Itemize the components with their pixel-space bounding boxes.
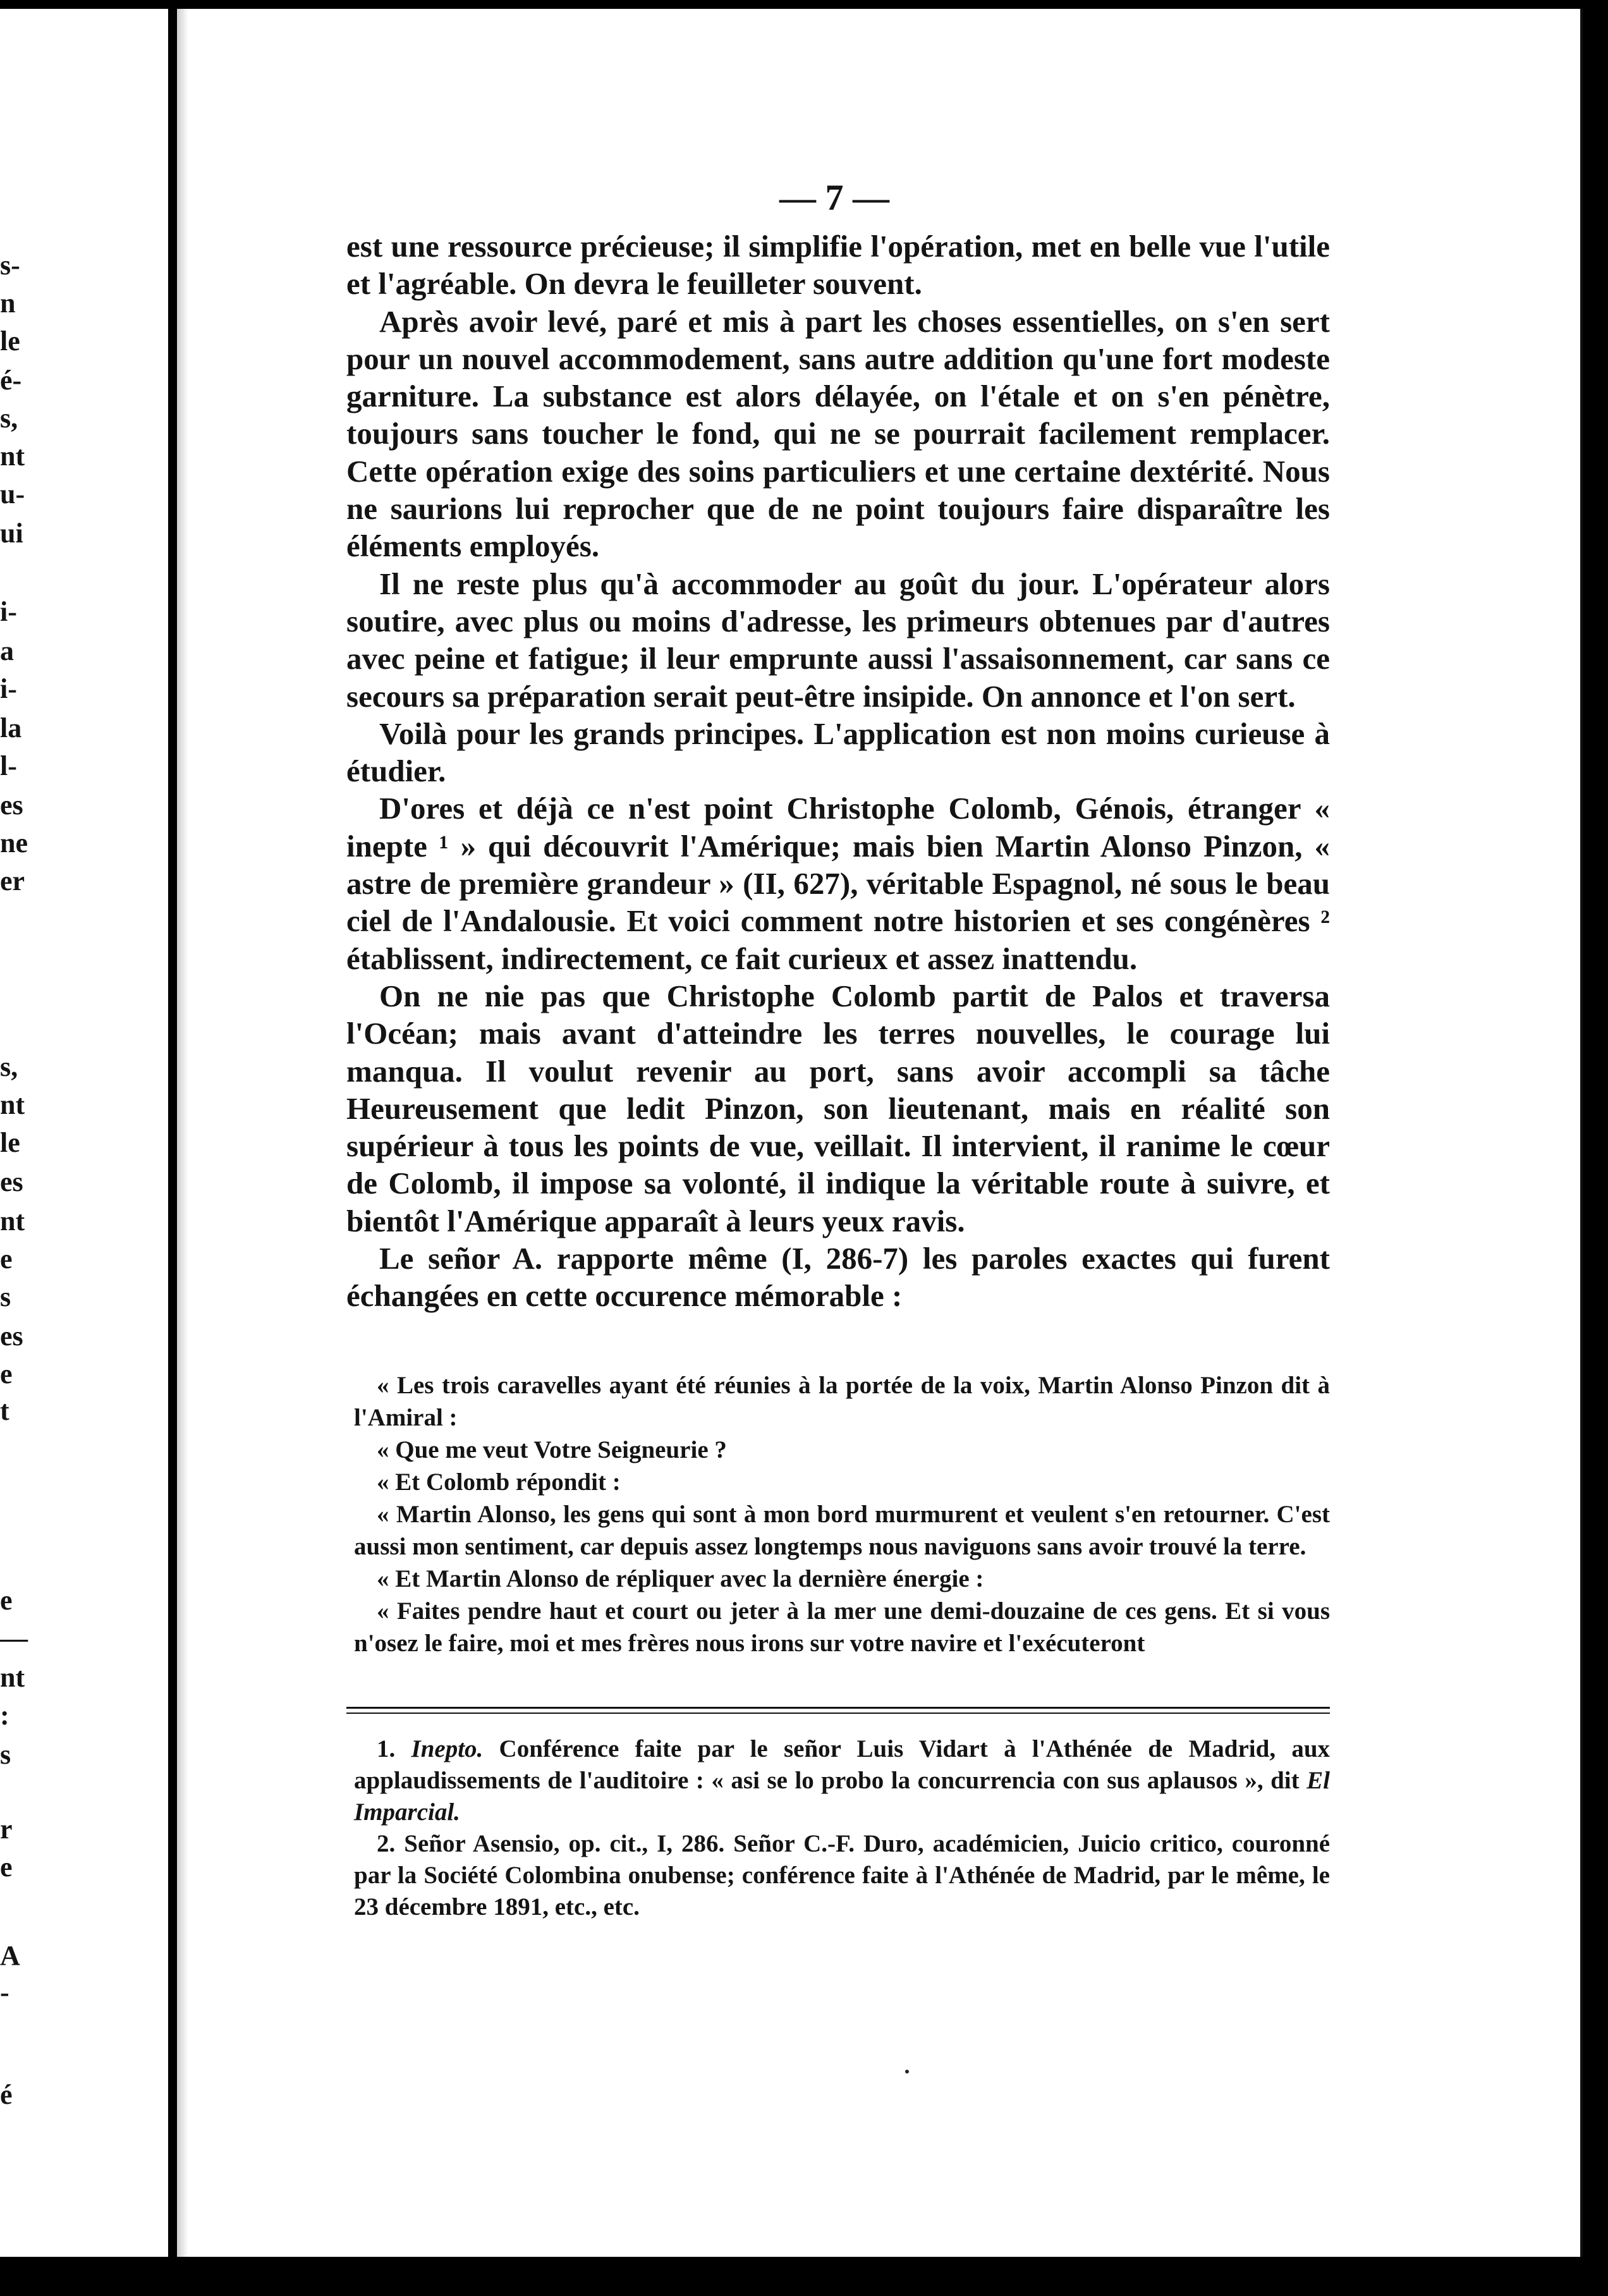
previous-page-fragment: - [0,1977,9,2008]
previous-page-fragment: es [0,1321,23,1352]
previous-page-fragment: e [0,1243,13,1274]
previous-page-fragment: ui [0,518,23,549]
previous-page-fragment: e [0,1585,13,1616]
previous-page-sliver [0,9,169,2257]
previous-page-fragment: i- [0,596,17,627]
page-number: — 7 — [779,177,889,218]
body-paragraph: On ne nie pas que Christophe Colomb partit de Palos et traversa l'Océan; mais avant d'atteindre les terres nouvelles, le courage lui manqua. Il voulut revenir au port, sans avoir accompli sa tâche Heureusement que ledit Pinzon, son lieutenant, mais en réalité son supérieur à tous les points de vue, veillait. Il intervient, il ranime le cœur de Colomb, il impose sa volonté, il indique la véritable route à suivre, et bientôt l'Amérique apparaît à leurs yeux ravis. [346,978,1330,1238]
previous-page-fragment: e [0,1359,13,1389]
previous-page-fragment: er [0,865,25,896]
previous-page-fragment: le [0,326,20,357]
body-paragraph: Voilà pour les grands principes. L'application est non moins curieuse à étudier. [346,716,1330,789]
footnote-1-text: Conférence faite par le señor Luis Vidart à l'Athénée de Madrid, aux applaudissements de l'auditoire : « asi se lo probo la concurrencia con sus aplausos », dit [354,1735,1331,1794]
quote-paragraph: « Martin Alonso, les gens qui sont à mon bord murmurent et veulent s'en retourner. C'est aussi mon sentiment, car depuis assez longtemps nous naviguons sans avoir trouvé la terre. [354,1501,1330,1560]
previous-page-fragment: s- [0,250,20,281]
previous-page-fragment: s [0,1281,11,1312]
footnotes [354,1733,1330,1923]
previous-page-fragments [0,247,28,2269]
footnote-1-italic-lead: Inepto. [411,1735,484,1762]
scan-speck [905,2070,909,2073]
previous-page-fragment: nt [0,441,25,472]
previous-page-fragment: nt [0,1662,25,1693]
previous-page-fragment: i- [0,673,17,704]
body-paragraph: D'ores et déjà ce n'est point Christophe Colomb, Génois, étranger « inepte ¹ » qui découvrit l'Amérique; mais bien Martin Alonso Pinzon, « astre de première grandeur » (II, 627), véritable Espagnol, né sous le beau ciel de l'Andalousie. Et voici comment notre historien et ses congénères ² établissent, indirectement, ce fait curieux et assez inattendu. [346,791,1330,976]
quote-paragraph: « Et Martin Alonso de répliquer avec la dernière énergie : [377,1565,984,1592]
footnote-separator [346,1707,1330,1714]
previous-page-fragment: s, [0,403,18,434]
previous-page-fragment: e [0,1852,13,1883]
previous-page-fragment: u- [0,479,25,510]
previous-page-fragment: a [0,635,14,666]
footnote-2-number: 2. [377,1830,396,1857]
previous-page-fragment: s, [0,1051,18,1082]
gutter-shadow [177,9,188,2257]
quote-paragraph: « Les trois caravelles ayant été réunies à la portée de la voix, Martin Alonso Pinzon dit à l'Amiral : [354,1372,1330,1431]
previous-page-fragment: nt [0,1089,25,1120]
previous-page-fragment: s [0,1739,11,1770]
footnote-1-number: 1. [377,1735,396,1762]
footnote-2-text: Señor Asensio, op. cit., I, 286. Señor C.-F. Duro, académicien, Juicio critico, couronné par la Société Colombina onubense; conférence faite à l'Athénée de Madrid, par le même, le 23 décembre 1891, etc., etc. [354,1830,1331,1920]
footnote-1-italic-tail: El Imparcial. [354,1767,1331,1826]
body-paragraph: Il ne reste plus qu'à accommoder au goût du jour. L'opérateur alors soutire, avec plus ou moins d'adresse, les primeurs obtenues par d'autres avec peine et fatigue; il leur emprunte aussi l'assaisonnement, car sans ce secours sa préparation serait peut-être insipide. On annonce et l'on sert. [346,566,1330,714]
previous-page-fragment: A [0,1940,20,1971]
previous-page-fragment: — [0,1623,28,1654]
previous-page-fragment: é- [0,365,22,396]
body-text [346,228,1330,1315]
footnote-1 [354,1733,1330,1828]
body-paragraph: est une ressource précieuse; il simplifie l'opération, met en belle vue l'utile et l'agréable. On devra le feuilleter souvent. [346,229,1330,302]
quoted-dialogue [354,1369,1330,1659]
previous-page-fragment: t [0,1395,9,1426]
previous-page-fragment: l- [0,750,17,781]
footnote-2 [354,1828,1330,1923]
body-paragraph: Le señor A. rapporte même (I, 286-7) les paroles exactes qui furent échangées en cette occurence mémorable : [346,1241,1330,1314]
previous-page-fragment: la [0,712,22,743]
previous-page-fragment: r [0,1814,13,1845]
previous-page-fragment: nt [0,1206,25,1237]
body-paragraph: Après avoir levé, paré et mis à part les choses essentielles, on s'en sert pour un nouvel accommodement, sans autre addition qu'une fort modeste garniture. La substance est alors délayée, on l'étale et on s'en pénètre, toujours sans toucher le fond, qui ne se pourrait facilement remplacer. Cette opération exige des soins particuliers et une certaine dextérité. Nous ne saurions lui reprocher que de ne point toujours faire disparaître les éléments employés. [346,303,1330,564]
previous-page-fragment: le [0,1127,20,1158]
previous-page-fragment: es [0,1166,23,1197]
quote-paragraph: « Faites pendre haut et court ou jeter à la mer une demi-douzaine de ces gens. Et si vous n'osez le faire, moi et mes frères nous irons sur votre navire et l'exécuteront [354,1597,1330,1657]
previous-page-fragment: é [0,2079,13,2110]
previous-page-fragment: n [0,288,16,319]
previous-page-fragment: ne [0,827,28,858]
book-spine [168,9,177,2257]
previous-page-fragment: : [0,1700,9,1731]
scan-right-border [1583,9,1608,2257]
previous-page-fragment: es [0,790,23,821]
scan-top-border [0,0,1608,9]
quote-paragraph: « Et Colomb répondit : [377,1469,621,1496]
scan-bottom-border [0,2257,1608,2296]
quote-paragraph: « Que me veut Votre Seigneurie ? [377,1436,727,1463]
